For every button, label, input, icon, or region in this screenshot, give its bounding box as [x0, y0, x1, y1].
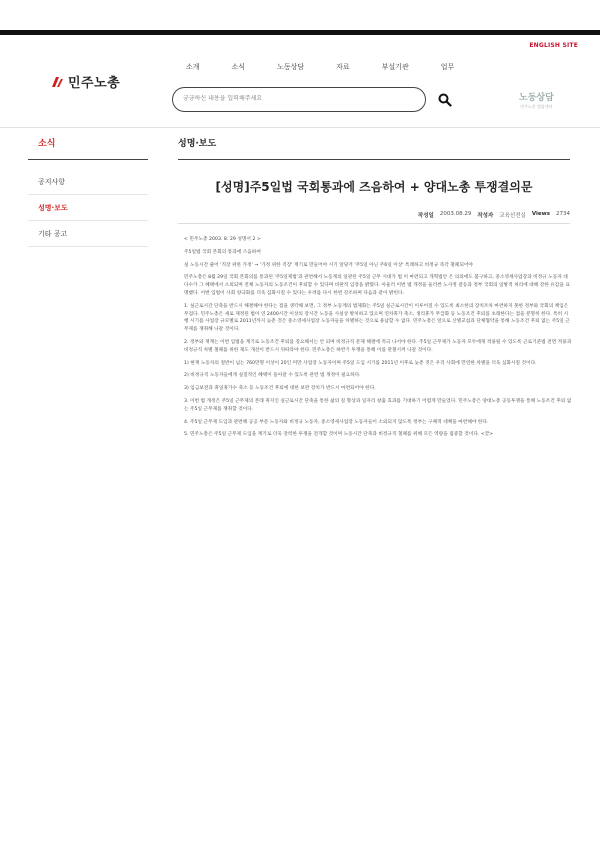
article-paragraph: 주5일법 국회 본회의 통과에 즈음하여	[184, 249, 261, 255]
author-label: 작성자	[477, 213, 494, 219]
views-label: Views	[531, 211, 550, 217]
counsel-logo-title: 노동상담	[519, 93, 554, 103]
article-paragraph: 1. 실근로시간 단축을 반드시 해결해야 한다는 점을 생각해 보면, 그 정부 노동계의 법제화는 주5일 실근로시간이 이루어질 수 있도록 최소한의 장치조차 마련하지 못한 정부와 국회의 책임은 무겁다. 민주노총은 새로 제정된 법이 연 2400시간 이상의 장시간 노동을 사실상 방치하고 있으며 연차휴가 축소, 생리휴가 무급화 등 노동조건 후퇴를 초래한다는 점을 분명히 한다. 특히 시행 시기를 사업장 규모별로 2011년까지 늦춘 것은 중소영세사업장 노동자들을 차별하는 것으로 용납할 수 없다. 민주노총은 앞으로 산별교섭과 단체협약을 통해 노동조건 후퇴 없는 주5일 근무제를 쟁취해 나갈 것이다.	[184, 303, 570, 333]
header-divider	[0, 127, 600, 128]
main-nav	[186, 62, 486, 72]
counsel-logo-sub: 민주노총 법률센터	[520, 104, 553, 109]
article-paragraph: 1) 현재 노동자의 절반이 넘는 760만명 이상이 20인 미만 사업장 노동자이며 주5일 도입 시기를 2011년 이후로 늦춘 것은 우리 사회에 만연한 차별을 더욱 심화시킬 것이다.	[184, 360, 537, 366]
search-input[interactable]	[183, 95, 403, 102]
nav-item-resources[interactable]: 자료	[336, 63, 350, 71]
post-author: 교육선전실	[499, 213, 526, 219]
sidebar-item-other-notices[interactable]: 기타 공고	[38, 230, 68, 238]
article-paragraph: 5. 민주노총은 주5일 근무제 도입을 계기로 더욱 강력한 투쟁을 전개할 것이며 노동시간 단축과 비정규직 철폐를 위해 모든 역량을 집중할 것이다. <끝>	[184, 432, 494, 438]
logo-icon	[50, 75, 64, 89]
site-logo[interactable]	[50, 72, 120, 91]
article-body	[184, 236, 572, 444]
date-label: 작성일	[417, 213, 434, 219]
article-paragraph: 4. 주5일 근무제 도입과 관련해 공공 부문 노동자와 비정규 노동자, 중소영세사업장 노동자들이 소외되지 않도록 정부는 구체적 대책을 마련해야 한다.	[184, 419, 489, 425]
nav-item-affiliates[interactable]: 부설기관	[381, 63, 409, 71]
nav-item-counsel[interactable]: 노동상담	[277, 63, 305, 71]
sidebar-title: 소식	[38, 139, 56, 149]
view-count: 2734	[556, 211, 570, 217]
logo-text: 민주노총	[68, 76, 121, 91]
sidebar-divider	[28, 159, 148, 160]
nav-item-news[interactable]: 소식	[231, 63, 246, 71]
article-paragraph: 3) 임금보전과 휴일휴가수 축소 등 노동조건 후퇴에 대한 보완 장치가 반드시 마련되어야 한다.	[184, 386, 376, 392]
article-paragraph: 3. 이번 법 개정은 주5일 근무제의 본래 취지인 실근로시간 단축을 통한 삶의 질 향상과 일자리 창출 효과를 기대하기 어렵게 만들었다. 민주노총은 양대노총 공동투쟁을 통해 노동조건 후퇴 없는 주5일 근무제를 쟁취할 것이다.	[184, 398, 572, 412]
article-title: [성명]주5일법 국회통과에 즈음하여 + 양대노총 투쟁결의문	[215, 180, 533, 194]
english-site-link[interactable]: ENGLISH SITE	[529, 42, 578, 49]
article-paragraph: 2) 비정규직 노동자들에게 실질적인 혜택이 돌아갈 수 있도록 관련 법 개정이 필요하다.	[184, 373, 361, 379]
page-title: 성명·보도	[178, 139, 217, 149]
nav-item-work[interactable]: 업무	[440, 63, 455, 71]
counsel-logo[interactable]	[519, 90, 554, 110]
article-paragraph: 실 노동시간 줄어 '직장 위한 가정' → '가정 위한 직장' 계기로 만들어야 시기 앞당겨 '주5일 아닌 주6일 이상' 특례하고 비정규 즉각 철폐되어야	[184, 262, 473, 268]
meta-divider	[178, 223, 570, 224]
sidebar-item-notices[interactable]: 공지사항	[38, 178, 66, 186]
sidebar-separator	[28, 220, 148, 221]
search-icon[interactable]	[438, 92, 452, 111]
search-box	[172, 87, 426, 112]
sidebar-item-statements[interactable]: 성명·보도	[38, 204, 68, 212]
top-bar	[0, 30, 600, 35]
sidebar-separator	[28, 194, 148, 195]
article-meta	[418, 211, 570, 219]
content-divider	[178, 159, 570, 160]
sidebar-separator	[28, 246, 148, 247]
article-paragraph: 민주노총은 8월 29일 국회 본회의를 통과된 '주5일제법'과 관련해서 노동계의 일관된 주5일 근무 시대가 법 이 마련되고 개혁법안 은 의의에도 불구하고, 중소영세사업장과 비정규 노동자 대다수가 그 혜택에서 소외되며 전체 노동자의 노동조건이 후퇴할 수 있다며 비판적 입장을 밝혔다. 아울러 이번 법 개정을 둘러싼 노사정 갈등과 정부 국회의 일방적 처리에 대해 강한 유감을 표명했다. 이번 입법이 사회 양극화를 더욱 심화시킬 수 있다는 우려를 다시 한번 강조하며 다음과 같이 밝힌다.	[184, 275, 570, 296]
nav-item-about[interactable]: 소개	[186, 63, 200, 71]
post-date: 2003.08.29	[439, 211, 472, 217]
article-paragraph: < 민주노총 2003. 8. 29 성명서 2 >	[184, 237, 261, 242]
article-paragraph: 2. 정부와 재계는 이번 입법을 계기로 노동조건 후퇴를 강요해서는 안 되며 비정규직 문제 해결에 적극 나서야 한다. 주5일 근무제가 노동자 모두에게 적용될 수 있도록 근로기준법 전면 적용과 비정규직 차별 철폐를 위한 제도 개선이 반드시 뒤따라야 한다. 민주노총은 하반기 투쟁을 통해 이를 관철시켜 나갈 것이다.	[184, 339, 572, 353]
